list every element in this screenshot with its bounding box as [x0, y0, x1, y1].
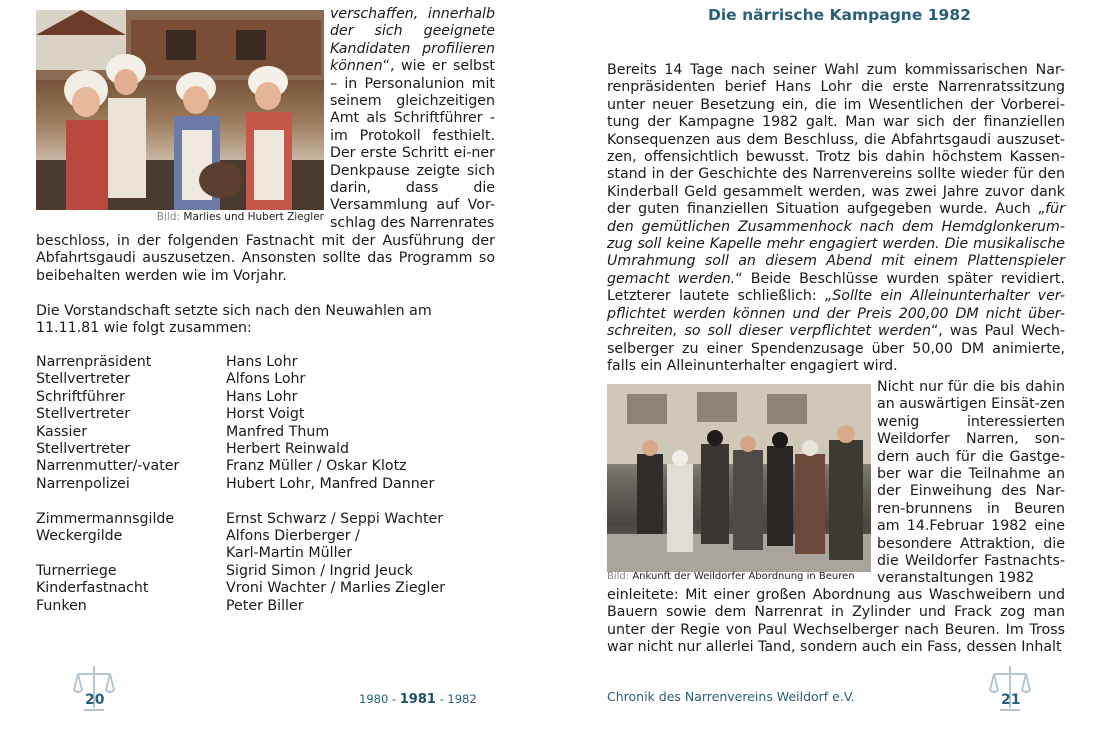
board-row [36, 563, 496, 580]
board-role [36, 545, 226, 562]
side-text: Nicht nur für die bis dahin an auswärtigen Einsät-zen wenig interessierten Weildorfer Narren, son-dern auch für die Gastge-ber war die Teilnahme an der Einweihung des Nar-ren-brunnens in Beuren am 14.Februar 1982 eine besondere Attraktion, die die Weildorfer Fastnachts-veranstaltungen 1982 [877, 379, 1065, 587]
paragraph-abordnung: einleitete: Mit einer großen Abordnung aus Waschweibern und Bauern sowie dem Narrenrat in Zylinder und Frack zog man unter der Regie von Paul Wechselberger nach Beuren. Im Tross war nicht nur allerlei Tand, sondern auch ein Fass, dessen Inhalt [607, 587, 1065, 656]
side-column-text [877, 379, 1065, 588]
page-number: 21 [1001, 692, 1021, 708]
board-member-name: Hans Lohr [226, 388, 298, 405]
photo-caption [607, 571, 855, 582]
full-width-text [607, 587, 1065, 657]
board-group-main [36, 354, 496, 493]
board-member-name: Alfons Lohr [226, 371, 306, 388]
board-list [36, 354, 496, 615]
left-page [0, 0, 540, 732]
board-role: Stellvertreter [36, 441, 131, 458]
caption-prefix: Bild: [607, 571, 630, 582]
year-current: 1981 [399, 692, 436, 707]
board-member-name: Peter Biller [226, 597, 304, 614]
board-role: Kassier [36, 423, 88, 440]
quote-alleinunterhalter: „Sollte ein Alleinunterhalter ver-pflichtet werden können und der Preis 200,00 DM nicht über-schreiten, so soll dieser verpflichtet werden [607, 288, 1065, 340]
board-member-name: Sigrid Simon / Ingrid Jeuck [226, 562, 413, 579]
board-role: Narrenpräsident [36, 354, 152, 370]
board-row [36, 528, 496, 545]
board-role: Narrenmutter/-vater [36, 458, 180, 475]
board-row [36, 354, 496, 371]
board-member-name: Alfons Dierberger / [226, 528, 360, 545]
board-row [36, 511, 496, 528]
board-member-name: Hubert Lohr, Manfred Danner [226, 475, 435, 492]
board-member-name: Karl-Martin Müller [226, 545, 353, 562]
board-member-name: Hans Lohr [226, 354, 298, 370]
side-column-text [330, 6, 495, 232]
board-role: Turnerriege [36, 562, 117, 579]
year-prev: 1980 - [359, 692, 397, 706]
page-number: 20 [85, 692, 105, 708]
board-row [36, 580, 496, 597]
photo-arrival-beuren-image [607, 384, 871, 572]
para-text-c: “, was Paul Wech-selberger zu einer Spendenzusage über 50,00 DM animierte, falls ein Alleinunterhalter engagiert wird. [607, 323, 1066, 374]
board-row [36, 389, 496, 406]
board-row [36, 545, 496, 562]
board-row [36, 441, 496, 458]
paragraph-abfahrtsgaudi: beschloss, in der folgenden Fastnacht mit der Ausführung der Abfahrtsgaudi auszusetzen. Ansonsten sollte das Programm so beibehalten werden wie im Vorjahr. [36, 233, 495, 284]
board-role: Funken [36, 597, 87, 614]
board-role: Narrenpolizei [36, 475, 130, 492]
caption-prefix: Bild: [156, 211, 181, 223]
board-role: Schriftführer [36, 388, 125, 405]
board-row [36, 598, 496, 615]
board-role: Stellvertreter [36, 406, 131, 423]
caption-text: Marlies und Hubert Ziegler [183, 211, 324, 223]
board-member-name: Herbert Reinwald [226, 441, 349, 458]
photo-arrival-beuren [607, 384, 871, 572]
year-next: - 1982 [439, 692, 477, 706]
board-role: Stellvertreter [36, 371, 131, 388]
board-row [36, 458, 496, 475]
board-group-guilds [36, 511, 496, 615]
board-member-name: Horst Voigt [226, 406, 305, 423]
main-paragraph [607, 62, 1065, 375]
photo-carnival-women [36, 10, 324, 210]
board-role: Kinderfastnacht [36, 580, 149, 597]
side-text-rest: “, wie er selbst – in Personalunion mit seinem gleichzeitigen Amt als Schriftführer - im Protokoll festhielt. Der erste Schritt ei-ner Denkpause zeigte sich darin, dass die Versammlung auf Vor-schlag des Narrenrates [330, 58, 495, 231]
para-text-a: Bereits 14 Tage nach seiner Wahl zum kommissarischen Nar-renpräsidenten berief Hans Lohr die erste Narrenratssitzung unter neuer Besetzung ein, die im Wesentlichen der Vorberei-tung der Kampagne 1982 galt. Man war sich der finanziellen Konsequenzen aus dem Beschluss, die Abfahrtsgaudi auszuset-zen, offensichtlich bewusst. Trotz bis dahin höchstem Kassen-stand in der Geschichte des Narrenvereins sollte wieder für den Kinderball Geld gesammelt werden, was zwei Jahre zuvor dank der guten finanziellen Situation aufgegeben wurde. Auch [607, 62, 1065, 218]
footer-chronik: Chronik des Narrenvereins Weildorf e.V. [607, 689, 855, 704]
chapter-heading: Die närrische Kampagne 1982 [708, 6, 971, 24]
side-text-italic: verschaffen, innerhalb der sich geeignete Kandidaten profilieren können [330, 6, 495, 75]
board-row [36, 371, 496, 388]
year-range [359, 692, 477, 707]
photo-caption [36, 211, 324, 223]
board-intro: Die Vorstandschaft setzte sich nach den Neuwahlen am 11.11.81 wie folgt zusammen: [36, 302, 432, 337]
board-role: Weckergilde [36, 528, 123, 545]
board-member-name: Ernst Schwarz / Seppi Wachter [226, 510, 444, 527]
board-row [36, 476, 496, 493]
board-member-name: Franz Müller / Oskar Klotz [226, 458, 407, 475]
board-member-name: Vroni Wachter / Marlies Ziegler [226, 580, 446, 597]
photo-carnival-women-image [36, 10, 324, 210]
board-role: Zimmermannsgilde [36, 510, 175, 527]
board-row [36, 406, 496, 423]
board-member-name: Manfred Thum [226, 423, 330, 440]
full-width-text [36, 233, 495, 337]
board-row [36, 424, 496, 441]
caption-text: Ankunft der Weildorfer Abordnung in Beuren [632, 571, 855, 582]
right-page [560, 0, 1099, 732]
para-text-b: “ Beide Beschlüsse wurden später revidiert. Letzterer lautete schließlich: [607, 270, 1066, 305]
quote-kapelle: „für den gemütlichen Zusammenhock nach dem Hemdglonkerum-zug soll keine Kapelle mehr engagiert werden. Die musikalische Umrahmung soll an diesem Abend mit einem Plattenspieler gemacht werden. [607, 201, 1065, 287]
